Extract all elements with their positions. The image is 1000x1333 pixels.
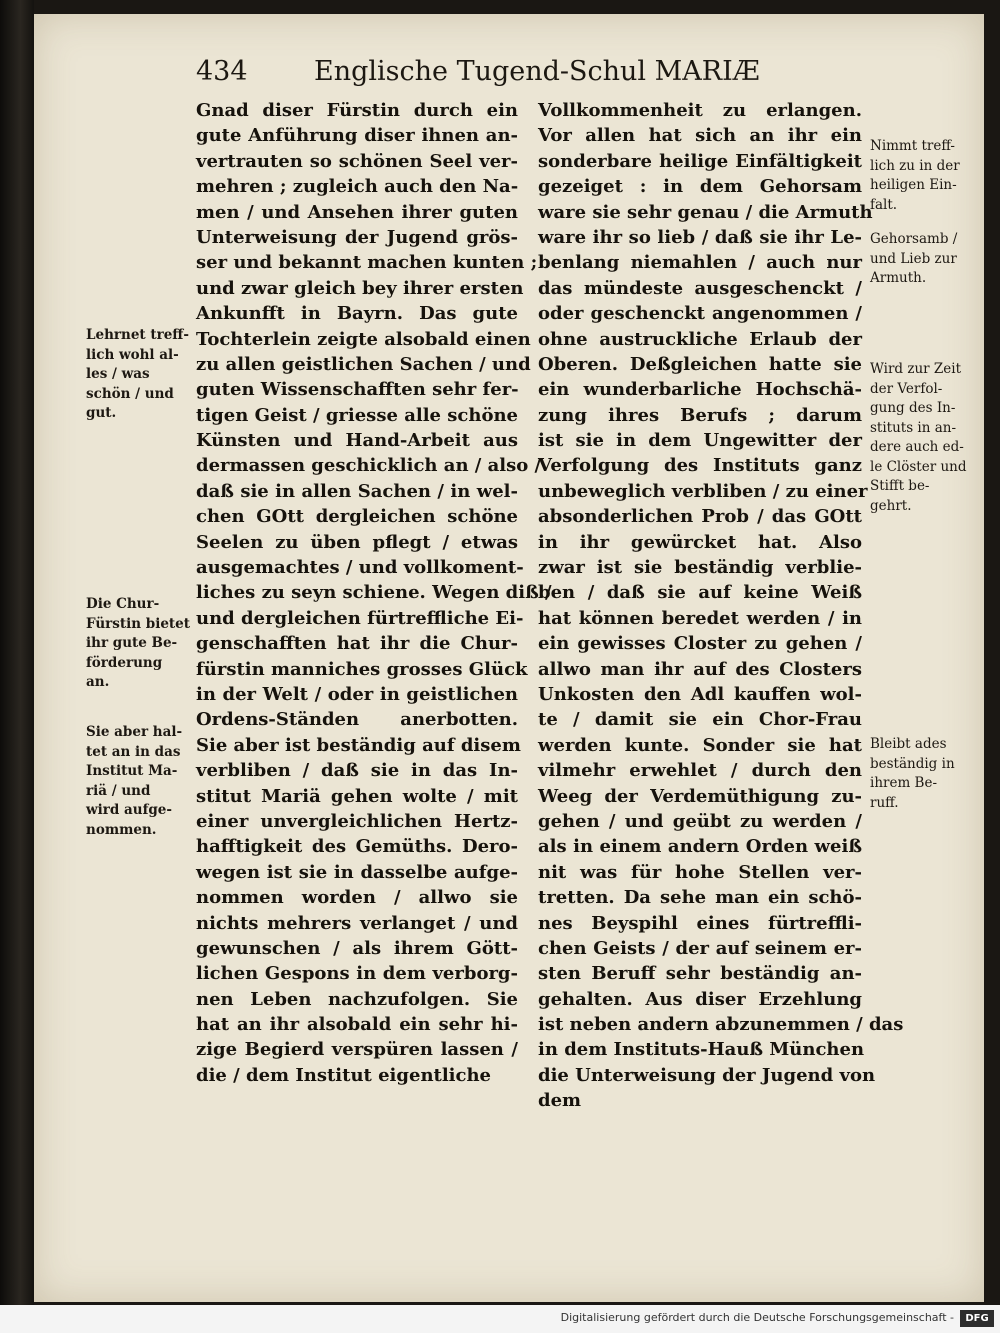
text-line: stitut Mariä gehen wolte / mit — [196, 785, 518, 807]
text-line: tigen Geist / griesse alle schöne — [196, 404, 518, 426]
scan-edge — [0, 0, 34, 1305]
text-line: ausgemachtes / und vollkoment- — [196, 557, 524, 579]
margin-note-line: gung des In- — [870, 400, 956, 416]
text-line: fürstin manniches grosses Glück — [196, 658, 528, 680]
text-line: Oberen. Deßgleichen hatte sie — [538, 353, 862, 375]
text-line: liches zu seyn schiene. Wegen diß / — [196, 582, 552, 604]
page-number: 434 — [196, 56, 248, 87]
running-title: Englische Tugend-Schul MARIÆ — [314, 56, 760, 87]
text-line: Vollkommenheit zu erlangen. — [538, 100, 862, 121]
text-line: in dem Instituts-Hauß München — [538, 1039, 865, 1061]
text-line: tretten. Da sehe man ein schö- — [538, 887, 862, 909]
text-line: Weeg der Verdemüthigung zu- — [538, 785, 862, 807]
text-line: zige Begierd verspüren lassen / — [196, 1039, 518, 1061]
text-line: daß sie in allen Sachen / in wel- — [196, 480, 518, 502]
margin-note-right — [870, 137, 960, 215]
text-line: genschafften hat ihr die Chur- — [196, 633, 518, 655]
margin-note-line: stituts in an- — [870, 419, 957, 436]
text-line: benlang niemahlen / auch nur — [538, 252, 862, 274]
margin-note-line: Stifft be- — [870, 478, 930, 494]
text-line: dem — [538, 1090, 582, 1112]
text-line: Künsten und Hand-Arbeit aus — [196, 430, 518, 452]
text-line: ware ihr so lieb / daß sie ihr Le- — [538, 226, 862, 248]
text-line: ein wunderbarliche Hochschä- — [538, 379, 862, 401]
margin-note-line: und Lieb zur — [870, 250, 957, 267]
text-line: Tochterlein zeigte alsobald einen — [196, 328, 531, 350]
text-line: zwar ist sie beständig verblie- — [538, 557, 862, 579]
margin-note-line: ihr gute Be- — [86, 635, 178, 651]
text-line: mehren ; zugleich auch den Na- — [196, 176, 519, 198]
text-line: Gnad diser Fürstin durch ein — [196, 100, 518, 121]
margin-note-line: dere auch ed- — [870, 439, 964, 455]
margin-note-line: riä / und — [86, 782, 151, 799]
text-line: Seelen zu üben pflegt / etwas — [196, 531, 518, 553]
text-line: ser und bekannt machen kunten ; — [196, 252, 538, 274]
text-column-left — [196, 98, 552, 1088]
text-line: in der Welt / oder in geistlichen — [196, 683, 518, 705]
margin-note-line: ruff. — [870, 794, 899, 811]
margin-note-line: Gehorsamb / — [870, 231, 958, 247]
text-line: wegen ist sie in dasselbe aufge- — [196, 861, 518, 883]
margin-note-line: gut. — [86, 405, 117, 421]
text-line: ein gewisses Closter zu gehen / — [538, 633, 862, 655]
text-line: nes Beyspihl eines fürtreffli- — [538, 912, 862, 934]
text-line: guten Wissenschafften sehr fer- — [196, 379, 519, 401]
text-line: chen Geists / der auf seinem er- — [538, 937, 862, 959]
text-line: einer unvergleichlichen Hertz- — [196, 810, 518, 832]
text-line: und zwar gleich bey ihrer ersten — [196, 277, 524, 299]
margin-note-line: Fürstin bietet — [86, 615, 190, 632]
text-line: sten Beruff sehr beständig an- — [538, 963, 862, 985]
text-line: lichen Gespons in dem verborg- — [196, 963, 518, 985]
text-line: Verfolgung des Instituts ganz — [538, 455, 862, 477]
text-line: nichts mehrers verlanget / und — [196, 912, 518, 934]
text-line: men / und Ansehen ihrer guten — [196, 201, 518, 223]
margin-note-line: förderung — [86, 654, 163, 671]
margin-note-line: Institut Ma- — [86, 763, 178, 779]
text-line: Ankunfft in Bayrn. Das gute — [196, 303, 518, 325]
margin-note-line: Wird zur Zeit — [870, 361, 962, 377]
margin-note-left — [86, 595, 190, 693]
margin-note-line: Lehrnet treff- — [86, 327, 189, 343]
text-line: das mündeste ausgeschenckt / — [538, 277, 862, 299]
text-line: ben / daß sie auf keine Weiß — [538, 582, 862, 604]
text-line: ist neben andern abzunemmen / das — [538, 1014, 904, 1036]
margin-note-line: schön / und — [86, 385, 174, 402]
margin-note-line: beständig in — [870, 755, 955, 772]
text-line: nen Leben nachzufolgen. Sie — [196, 988, 518, 1010]
text-line: sonderbare heilige Einfältigkeit — [538, 150, 862, 172]
text-line: dermassen geschicklich an / also / — [196, 455, 542, 477]
text-line: oder geschenckt angenommen / — [538, 303, 862, 325]
margin-note-line: Armuth. — [870, 270, 927, 286]
margin-note-right — [870, 735, 955, 813]
text-line: zung ihres Berufs ; darum — [538, 404, 862, 426]
margin-note-line: an. — [86, 674, 110, 690]
margin-note-line: falt. — [870, 196, 898, 213]
text-line: und dergleichen fürtreffliche Ei- — [196, 607, 524, 629]
text-line: Unkosten den Adl kauffen wol- — [538, 683, 862, 705]
text-line: absonderlichen Prob / das GOtt — [538, 506, 862, 528]
text-line: te / damit sie ein Chor-Frau — [538, 709, 862, 731]
text-line: vilmehr erwehlet / durch den — [538, 760, 862, 782]
text-line: Unterweisung der Jugend grös- — [196, 226, 518, 248]
margin-note-line: le Clöster und — [870, 458, 967, 475]
text-line: zu allen geistlichen Sachen / und — [196, 353, 531, 375]
text-line: unbeweglich verbliben / zu einer — [538, 480, 868, 502]
margin-note-line: nommen. — [86, 821, 157, 838]
text-line: hat können beredet werden / in — [538, 607, 862, 629]
text-line: allwo man ihr auf des Closters — [538, 658, 862, 680]
text-line: in ihr gewürcket hat. Also — [538, 531, 862, 553]
text-line: vertrauten so schönen Seel ver- — [196, 150, 518, 172]
margin-note-right — [870, 230, 957, 289]
text-line: gehen / und geübt zu werden / — [538, 810, 862, 832]
text-line: hat an ihr alsobald ein sehr hi- — [196, 1014, 518, 1036]
margin-note-left — [86, 723, 182, 840]
margin-note-line: Sie aber hal- — [86, 724, 183, 740]
margin-note-line: Bleibt ades — [870, 736, 947, 752]
margin-note-line: der Verfol- — [870, 380, 943, 397]
margin-note-left — [86, 326, 189, 424]
text-line: werden kunte. Sonder sie hat — [538, 734, 862, 756]
text-line: verbliben / daß sie in das In- — [196, 760, 518, 782]
margin-note-line: gehrt. — [870, 497, 912, 514]
text-line: ist sie in dem Ungewitter der — [538, 430, 862, 452]
footer-bar — [0, 1305, 1000, 1333]
text-line: gezeiget : in dem Gehorsam — [538, 176, 862, 198]
text-line: Sie aber ist beständig auf disem — [196, 734, 521, 756]
margin-note-right — [870, 360, 967, 516]
text-line: nit was für hohe Stellen ver- — [538, 861, 862, 883]
margin-note-line: Die Chur- — [86, 596, 160, 612]
text-line: ohne austruckliche Erlaub der — [538, 328, 862, 350]
text-line: chen GOtt dergleichen schöne — [196, 506, 518, 528]
margin-note-line: wird aufge- — [86, 802, 173, 818]
margin-note-line: tet an in das — [86, 743, 181, 760]
margin-note-line: lich zu in der — [870, 157, 960, 174]
text-line: ware sie sehr genau / die Armuth — [538, 201, 873, 223]
text-line: gehalten. Aus diser Erzehlung — [538, 988, 862, 1010]
margin-note-line: lich wohl al- — [86, 346, 179, 363]
margin-note-line: ihrem Be- — [870, 775, 938, 791]
text-line: gewunschen / als ihrem Gött- — [196, 937, 518, 959]
margin-note-line: heiligen Ein- — [870, 177, 957, 193]
text-line: gute Anführung diser ihnen an- — [196, 125, 518, 147]
text-line: nommen worden / allwo sie — [196, 887, 518, 909]
footer-credit: Digitalisierung gefördert durch die Deutsche Forschungsgemeinschaft - — [560, 1311, 954, 1324]
margin-note-line: les / was — [86, 366, 150, 382]
text-line: die Unterweisung der Jugend von — [538, 1064, 876, 1086]
text-line: als in einem andern Orden weiß — [538, 836, 862, 858]
text-line: die / dem Institut eigentliche — [196, 1064, 492, 1086]
page-header — [196, 56, 876, 96]
text-line: Ordens-Ständen anerbotten. — [196, 709, 518, 731]
dfg-logo: DFG — [960, 1310, 994, 1327]
text-line: Vor allen hat sich an ihr ein — [538, 125, 862, 147]
text-line: hafftigkeit des Gemüths. Dero- — [196, 836, 518, 858]
margin-note-line: Nimmt treff- — [870, 138, 955, 154]
